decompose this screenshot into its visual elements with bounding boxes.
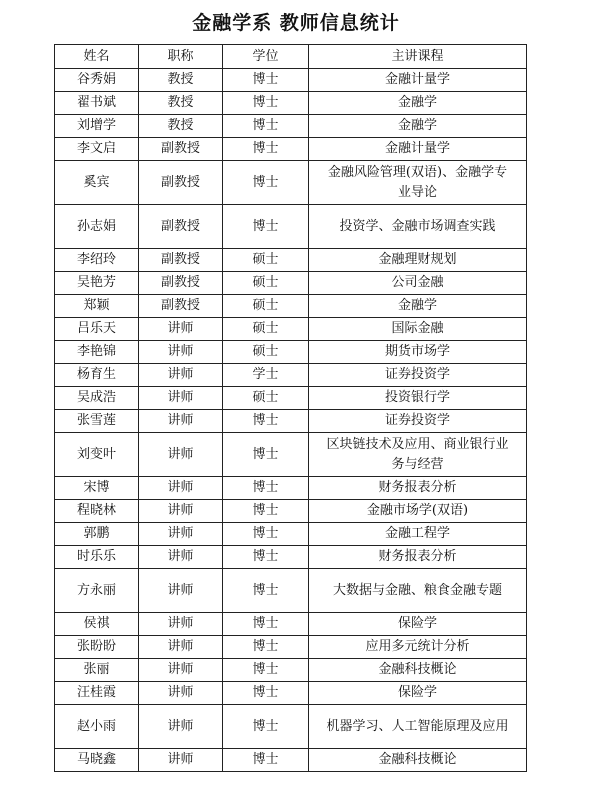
cell-course: 公司金融 [309, 272, 527, 295]
cell-course: 大数据与金融、粮食金融专题 [309, 569, 527, 613]
cell-degree: 博士 [223, 636, 309, 659]
cell-title: 副教授 [139, 295, 223, 318]
table-row [55, 295, 527, 318]
table-row [55, 341, 527, 364]
header-degree: 学位 [223, 45, 309, 69]
cell-course: 金融理财规划 [309, 249, 527, 272]
cell-course: 财务报表分析 [309, 477, 527, 500]
table-row [55, 138, 527, 161]
cell-name: 奚宾 [55, 161, 139, 205]
cell-name: 孙志娟 [55, 205, 139, 249]
cell-degree: 博士 [223, 115, 309, 138]
cell-course: 财务报表分析 [309, 546, 527, 569]
cell-degree: 博士 [223, 138, 309, 161]
cell-title: 讲师 [139, 341, 223, 364]
cell-title: 副教授 [139, 161, 223, 205]
cell-course: 保险学 [309, 613, 527, 636]
cell-name: 李文启 [55, 138, 139, 161]
cell-course: 金融风险管理(双语)、金融学专业导论 [309, 161, 527, 205]
cell-degree: 硕士 [223, 387, 309, 410]
cell-course: 金融工程学 [309, 523, 527, 546]
cell-degree: 博士 [223, 546, 309, 569]
cell-course: 金融学 [309, 295, 527, 318]
cell-name: 刘变叶 [55, 433, 139, 477]
cell-degree: 博士 [223, 69, 309, 92]
cell-degree: 博士 [223, 410, 309, 433]
cell-degree: 学士 [223, 364, 309, 387]
cell-course: 投资银行学 [309, 387, 527, 410]
cell-title: 讲师 [139, 433, 223, 477]
table-body [55, 69, 527, 772]
teacher-info-table [54, 44, 527, 772]
table-header-row [55, 45, 527, 69]
cell-degree: 博士 [223, 205, 309, 249]
cell-title: 讲师 [139, 749, 223, 772]
cell-degree: 博士 [223, 477, 309, 500]
table-row [55, 523, 527, 546]
cell-degree: 博士 [223, 749, 309, 772]
table-row [55, 569, 527, 613]
cell-title: 讲师 [139, 477, 223, 500]
cell-name: 方永丽 [55, 569, 139, 613]
cell-course: 金融学 [309, 115, 527, 138]
cell-degree: 博士 [223, 613, 309, 636]
table-row [55, 410, 527, 433]
cell-name: 马晓鑫 [55, 749, 139, 772]
cell-degree: 硕士 [223, 272, 309, 295]
cell-title: 讲师 [139, 500, 223, 523]
cell-degree: 硕士 [223, 295, 309, 318]
cell-title: 教授 [139, 69, 223, 92]
cell-degree: 博士 [223, 92, 309, 115]
table-row [55, 364, 527, 387]
cell-course: 金融科技概论 [309, 749, 527, 772]
table-row [55, 500, 527, 523]
cell-course: 金融计量学 [309, 138, 527, 161]
cell-title: 副教授 [139, 272, 223, 295]
table-row [55, 749, 527, 772]
table-row [55, 92, 527, 115]
table-row [55, 705, 527, 749]
cell-course: 证券投资学 [309, 364, 527, 387]
cell-degree: 博士 [223, 500, 309, 523]
cell-title: 讲师 [139, 659, 223, 682]
cell-title: 讲师 [139, 364, 223, 387]
cell-name: 张盼盼 [55, 636, 139, 659]
table-row [55, 659, 527, 682]
cell-name: 翟书斌 [55, 92, 139, 115]
cell-course: 金融学 [309, 92, 527, 115]
header-title: 职称 [139, 45, 223, 69]
cell-title: 讲师 [139, 410, 223, 433]
cell-degree: 博士 [223, 705, 309, 749]
table-row [55, 613, 527, 636]
cell-name: 赵小雨 [55, 705, 139, 749]
header-name: 姓名 [55, 45, 139, 69]
cell-title: 讲师 [139, 523, 223, 546]
cell-course: 期货市场学 [309, 341, 527, 364]
cell-degree: 博士 [223, 433, 309, 477]
table-row [55, 477, 527, 500]
table-row [55, 205, 527, 249]
cell-course: 国际金融 [309, 318, 527, 341]
cell-name: 程晓林 [55, 500, 139, 523]
table-row [55, 249, 527, 272]
cell-name: 李艳锦 [55, 341, 139, 364]
cell-degree: 博士 [223, 161, 309, 205]
table-row [55, 115, 527, 138]
cell-title: 教授 [139, 92, 223, 115]
table-row [55, 682, 527, 705]
cell-name: 杨育生 [55, 364, 139, 387]
cell-name: 谷秀娟 [55, 69, 139, 92]
cell-course: 金融计量学 [309, 69, 527, 92]
cell-course: 保险学 [309, 682, 527, 705]
cell-title: 副教授 [139, 205, 223, 249]
cell-name: 郭鹏 [55, 523, 139, 546]
cell-name: 侯祺 [55, 613, 139, 636]
cell-title: 副教授 [139, 249, 223, 272]
cell-title: 讲师 [139, 546, 223, 569]
cell-course: 金融科技概论 [309, 659, 527, 682]
cell-course: 投资学、金融市场调查实践 [309, 205, 527, 249]
cell-name: 张丽 [55, 659, 139, 682]
cell-course: 证券投资学 [309, 410, 527, 433]
cell-name: 郑颖 [55, 295, 139, 318]
cell-title: 讲师 [139, 613, 223, 636]
table-row [55, 433, 527, 477]
cell-title: 讲师 [139, 636, 223, 659]
cell-course: 应用多元统计分析 [309, 636, 527, 659]
cell-course: 机器学习、人工智能原理及应用 [309, 705, 527, 749]
cell-name: 李绍玲 [55, 249, 139, 272]
cell-name: 时乐乐 [55, 546, 139, 569]
table-row [55, 636, 527, 659]
cell-title: 副教授 [139, 138, 223, 161]
table-row [55, 387, 527, 410]
cell-title: 讲师 [139, 682, 223, 705]
cell-name: 刘增学 [55, 115, 139, 138]
cell-title: 讲师 [139, 318, 223, 341]
table-row [55, 69, 527, 92]
page-title: 金融学系 教师信息统计 [192, 12, 400, 34]
cell-degree: 博士 [223, 569, 309, 613]
table-row [55, 318, 527, 341]
table-row [55, 272, 527, 295]
table-row [55, 161, 527, 205]
cell-name: 吴成浩 [55, 387, 139, 410]
cell-course: 金融市场学(双语) [309, 500, 527, 523]
cell-degree: 硕士 [223, 318, 309, 341]
cell-name: 汪桂霞 [55, 682, 139, 705]
cell-name: 吴艳芳 [55, 272, 139, 295]
cell-title: 讲师 [139, 569, 223, 613]
cell-degree: 硕士 [223, 249, 309, 272]
cell-degree: 硕士 [223, 341, 309, 364]
cell-degree: 博士 [223, 659, 309, 682]
table-row [55, 546, 527, 569]
cell-title: 讲师 [139, 387, 223, 410]
cell-name: 张雪莲 [55, 410, 139, 433]
cell-name: 宋博 [55, 477, 139, 500]
header-course: 主讲课程 [309, 45, 527, 69]
cell-course: 区块链技术及应用、商业银行业务与经营 [309, 433, 527, 477]
cell-degree: 博士 [223, 682, 309, 705]
cell-degree: 博士 [223, 523, 309, 546]
cell-title: 教授 [139, 115, 223, 138]
cell-title: 讲师 [139, 705, 223, 749]
cell-name: 吕乐天 [55, 318, 139, 341]
